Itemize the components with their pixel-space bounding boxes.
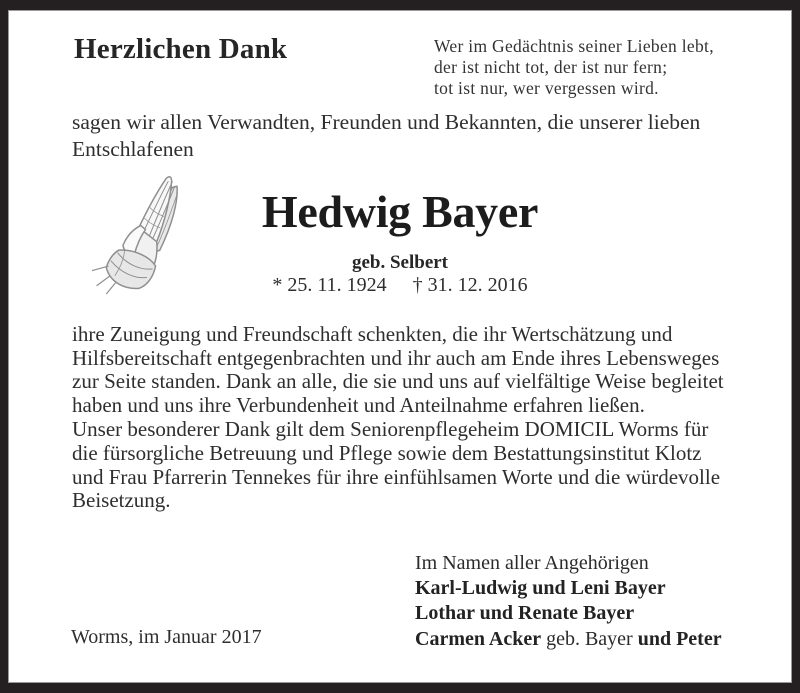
mourner-line: Lothar und Renate Bayer <box>415 602 635 625</box>
verse-line: tot ist nur, wer vergessen wird. <box>434 78 659 98</box>
thanks-paragraph: ihre Zuneigung und Freundschaft schenkten, die ihr Wertschätzung und Hilfsbereitschaft entgegenbrachten und ihr auch am Ende ihres Lebensweges zur Seite standen. Dank an alle, die sie und uns auf vielfältige Weise begleitet haben und uns ihre Verbundenheit und Anteilnahme erfahren ließen. <box>72 322 724 417</box>
memorial-verse <box>434 36 714 99</box>
place-and-date: Worms, im Januar 2017 <box>71 626 262 648</box>
mourner-maiden-name: geb. Bayer <box>541 627 638 650</box>
mourner-line: Karl-Ludwig und Leni Bayer <box>415 577 666 600</box>
thanks-text <box>72 323 728 513</box>
life-dates <box>100 274 700 297</box>
maiden-name: geb. Selbert <box>351 252 449 273</box>
verse-line: der ist nicht tot, der ist nur fern; <box>434 57 668 77</box>
intro-text: sagen wir allen Verwandten, Freunden und Bekannten, die unserer lieben Entschlafenen <box>72 110 701 161</box>
mourners-block <box>415 551 722 652</box>
birth-date: * 25. 11. 1924 <box>272 274 387 296</box>
mourner-line <box>415 627 722 652</box>
thanks-paragraph: Unser besonderer Dank gilt dem Seniorenpflegeheim DOMICIL Worms für die fürsorgliche Betreuung und Pflege sowie dem Bestattungsinstitut Klotz und Frau Pfarrerin Tennekes für ihre einfühlsamen Worte und die würdevolle Beisetzung. <box>72 417 721 513</box>
mourners-intro: Im Namen aller Angehörigen <box>415 552 649 574</box>
death-date: † 31. 12. 2016 <box>412 274 528 296</box>
verse-line: Wer im Gedächtnis seiner Lieben lebt, <box>434 36 714 56</box>
mourner-name: Carmen Acker <box>415 627 542 650</box>
mourner-name: und Peter <box>637 627 722 650</box>
page-title: Herzlichen Dank <box>74 33 288 65</box>
deceased-name: Hedwig Bayer <box>261 186 539 237</box>
